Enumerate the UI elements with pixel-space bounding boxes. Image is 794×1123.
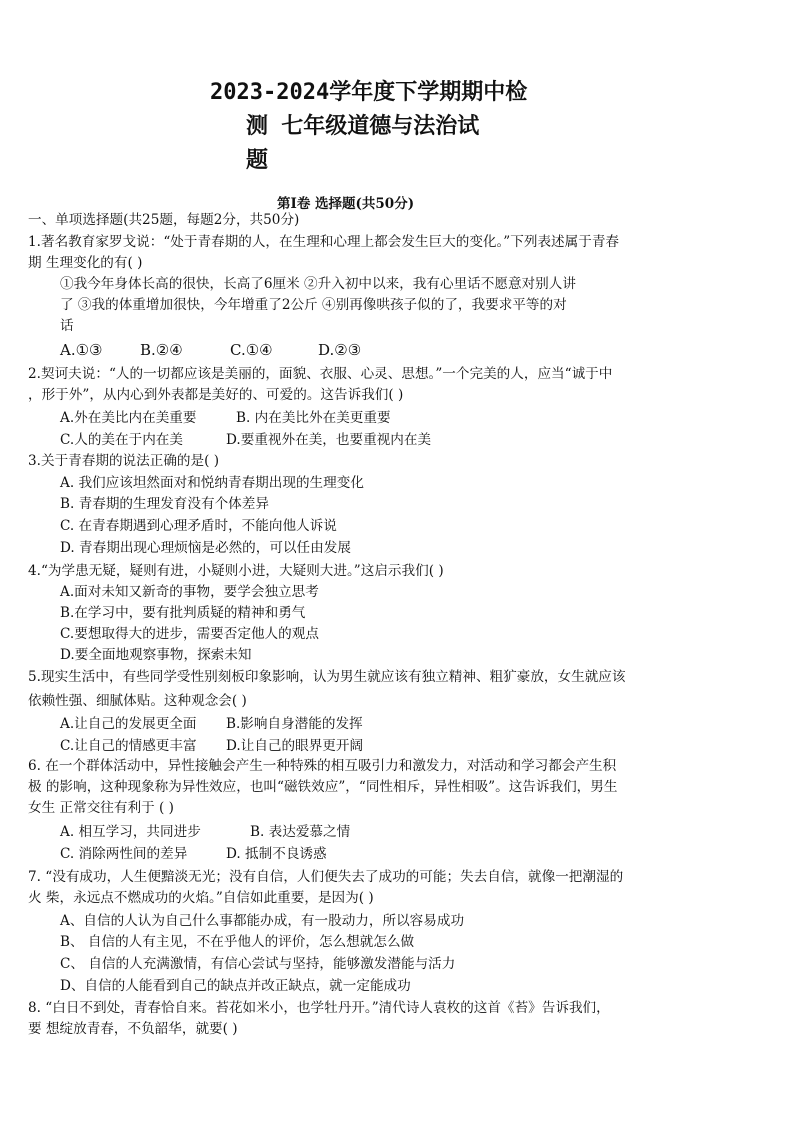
option-b: B. 内在美比外在美更重要	[236, 410, 391, 426]
option-d: D. 抵制不良诱惑	[226, 846, 327, 862]
option-b: B.在学习中，要有批判质疑的精神和勇气	[60, 605, 306, 621]
question-stem: 2.契诃夫说：“人的一切都应该是美丽的，面貌、衣服、心灵、思想。”一个完美的人，应当“诚于中	[28, 366, 613, 382]
option-c: C.①④	[230, 341, 273, 359]
question-stem: 7. “没有成功，人生便黯淡无光；没有自信，人们便失去了成功的可能；失去自信，就像一把潮湿的	[28, 869, 624, 885]
question-stem: 5.现实生活中，有些同学受性别刻板印象影响，认为男生就应该有独立精神、粗犷豪放，女生就应该	[28, 669, 626, 685]
option-d: D.要全面地观察事物，探索未知	[60, 647, 252, 663]
option-b: B.②④	[140, 341, 183, 359]
option-b: B. 青春期的生理发育没有个体差异	[60, 496, 269, 512]
option-d: D.让自己的眼界更开阔	[226, 738, 364, 754]
question-stem: 6. 在一个群体活动中，异性接触会产生一种特殊的相互吸引力和激发力，对活动和学习都会产生积	[28, 758, 617, 774]
option-row	[60, 823, 350, 841]
question-stem: 要 想绽放青春，不负韶华，就要( )	[28, 1021, 238, 1037]
option-a: A.外在美比内在美重要	[60, 410, 197, 426]
option-b: B.影响自身潜能的发挥	[226, 716, 363, 732]
question-stem: 火 柴，永远点不燃成功的火焰。”自信如此重要，是因为( )	[28, 890, 374, 906]
option-b: B. 表达爱慕之情	[250, 824, 351, 840]
question-stem: 极 的影响，这种现象称为异性效应，也叫“磁铁效应”，“同性相斥，异性相吸”。这告诉我们，男生	[28, 779, 618, 795]
option-row	[60, 715, 363, 733]
question-item: 话	[60, 318, 74, 334]
question-stem: 依赖性强、细腻体贴。这种观念会( )	[28, 693, 247, 709]
option-a: A.让自己的发展更全面	[60, 716, 197, 732]
question-stem: 4.“为学患无疑，疑则有进，小疑则小进，大疑则大进。”这启示我们( )	[28, 563, 444, 579]
option-c: C.要想取得大的进步，需要否定他人的观点	[60, 626, 319, 642]
option-c: C. 在青春期遇到心理矛盾时，不能向他人诉说	[60, 518, 337, 534]
option-c: C. 消除两性间的差异	[60, 846, 188, 862]
option-b: B、 自信的人有主见，不在乎他人的评价，怎么想就怎么做	[60, 934, 415, 950]
question-stem: ，形于外”，从内心到外表都是美好的、可爱的。这告诉我们( )	[28, 387, 404, 403]
question-stem: 8. “白日不到处，青春恰自来。苔花如米小，也学牡丹开。”清代诗人袁枚的这首《苔》告诉我们，	[28, 1000, 610, 1016]
option-row	[60, 845, 327, 863]
option-a: A、自信的人认为自己什么事都能办成，有一股动力，所以容易成功	[60, 913, 465, 929]
option-a: A. 相互学习，共同进步	[60, 824, 201, 840]
question-stem: 女生 正常交往有利于 ( )	[28, 800, 174, 816]
option-d: D.要重视外在美，也要重视内在美	[226, 432, 432, 448]
question-item: ①我今年身体长高的很快，长高了6厘米 ②升入初中以来，我有心里话不愿意对别人讲	[60, 276, 576, 292]
option-a: A.①③	[60, 341, 103, 359]
option-c: C.让自己的情感更丰富	[60, 738, 197, 754]
part-header: 一、单项选择题(共25题，每题2分，共50分)	[28, 212, 300, 228]
option-d: D. 青春期出现心理烦恼是必然的，可以任由发展	[60, 540, 351, 556]
title-line-1: 2023-2024学年度下学期期中检	[210, 80, 528, 105]
option-d: D、自信的人能看到自己的缺点并改正缺点，就一定能成功	[60, 978, 411, 994]
option-c: C.人的美在于内在美	[60, 432, 183, 448]
question-stem: 3.关于青春期的说法正确的是( )	[28, 453, 220, 469]
question-stem: 期 生理变化的有( )	[28, 255, 143, 271]
question-item: 了 ③我的体重增加很快，今年增重了2公斤 ④别再像哄孩子似的了，我要求平等的对	[60, 297, 567, 313]
option-d: D.②③	[318, 341, 362, 359]
option-a: A.面对未知又新奇的事物，要学会独立思考	[60, 584, 319, 600]
question-stem: 1.著名教育家罗戈说：“处于青春期的人，在生理和心理上都会发生巨大的变化。”下列表述属于青春	[28, 234, 620, 250]
option-a: A. 我们应该坦然面对和悦纳青春期出现的生理变化	[60, 475, 364, 491]
title-line-3: 题	[246, 148, 269, 173]
title-line-2: 测 七年级道德与法治试	[246, 114, 480, 139]
option-c: C、 自信的人充满激情，有信心尝试与坚持，能够激发潜能与活力	[60, 956, 456, 972]
option-row	[60, 737, 363, 755]
section-header: 第I卷 选择题(共50分)	[277, 196, 415, 212]
option-row	[60, 431, 431, 449]
option-row	[60, 409, 391, 427]
option-row	[60, 341, 361, 359]
